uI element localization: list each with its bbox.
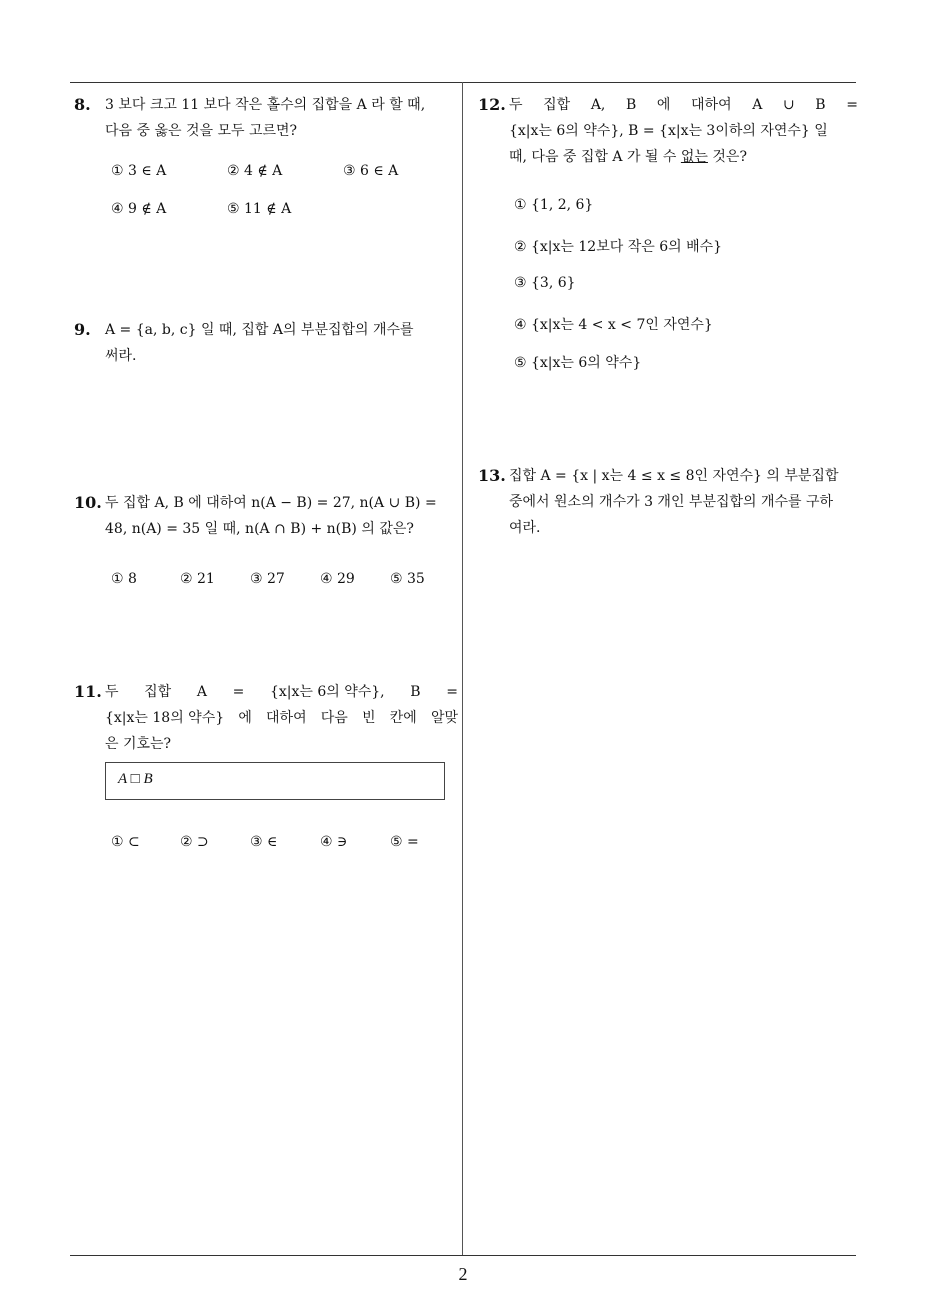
word: B: [815, 97, 826, 113]
problem-13: [478, 463, 862, 541]
word: 에: [238, 710, 252, 726]
choice-5[interactable]: ⑤ 35: [390, 571, 425, 587]
word: 에: [656, 97, 671, 113]
question-text: [509, 92, 858, 118]
text-segment: 때, 다음 중 집합 A 가 될 수: [509, 149, 681, 165]
question-text: 48, n(A) = 35 일 때, n(A ∩ B) + n(B) 의 값은?: [105, 521, 414, 537]
problem-8: [74, 92, 458, 238]
word: 집합: [543, 97, 571, 113]
answer-box: A □ B: [105, 762, 445, 800]
word: B: [625, 97, 637, 113]
choice-5[interactable]: ⑤ 11 ∉ A: [227, 201, 292, 217]
problem-number: 9.: [74, 320, 91, 339]
question-text: 써라.: [105, 348, 137, 364]
text-segment: 것은?: [707, 149, 747, 165]
question-text: A = {a, b, c} 일 때, 집합 A의 부분집합의 개수를: [105, 322, 414, 338]
problem-number: 13.: [478, 466, 506, 485]
problem-number: 12.: [478, 95, 506, 114]
question-text: {x|x는 6의 약수}, B = {x|x는 3이하의 자연수} 일: [509, 123, 828, 139]
choice-2[interactable]: ② 4 ∉ A: [227, 163, 283, 179]
choice-5[interactable]: ⑤ {x|x는 6의 약수}: [514, 355, 642, 371]
question-text: 중에서 원소의 개수가 3 개인 부분집합의 개수를 구하: [509, 494, 834, 510]
choice-4[interactable]: ④ ∋: [320, 834, 348, 850]
choice-3[interactable]: ③ 27: [250, 571, 285, 587]
question-text: [105, 679, 458, 705]
problem-number: 11.: [74, 682, 102, 701]
choice-1[interactable]: ① 3 ∈ A: [111, 163, 167, 179]
word: 집합: [144, 684, 172, 700]
problem-number: 8.: [74, 95, 91, 114]
choice-3[interactable]: ③ 6 ∈ A: [343, 163, 399, 179]
question-text: [509, 144, 858, 170]
page-number: 2: [458, 1264, 468, 1284]
word: =: [232, 684, 245, 700]
choice-list: [105, 566, 458, 596]
word: 두: [509, 97, 523, 113]
word: A: [752, 97, 763, 113]
word: 대하여: [266, 710, 307, 726]
word: {x|x는 6의 약수},: [269, 684, 385, 700]
choice-4[interactable]: ④ 9 ∉ A: [111, 201, 167, 217]
choice-2[interactable]: ② ⊃: [180, 834, 209, 850]
question-text: 두 집합 A, B 에 대하여 n(A − B) = 27, n(A ∪ B) =: [105, 495, 437, 511]
underlined-word: 없는: [680, 149, 708, 165]
problem-10: [74, 490, 458, 596]
word: {x|x는 18의 약수}: [105, 710, 225, 726]
choice-2[interactable]: ② 21: [180, 571, 215, 587]
word: =: [846, 97, 858, 113]
word: 대하여: [691, 97, 732, 113]
word: 알맞: [430, 710, 458, 726]
choice-5[interactable]: ⑤ =: [390, 834, 419, 850]
problem-number: 10.: [74, 493, 102, 512]
column-divider: [462, 82, 463, 1255]
question-text: 3 보다 크고 11 보다 작은 홀수의 집합을 A 라 할 때,: [105, 97, 426, 113]
question-text: [105, 705, 458, 731]
word: 다음: [320, 710, 348, 726]
word: A,: [590, 97, 606, 113]
choice-1[interactable]: ① {1, 2, 6}: [514, 197, 594, 213]
word: 두: [105, 684, 119, 700]
choice-3[interactable]: ③ ∈: [250, 834, 278, 850]
question-text: 다음 중 옳은 것을 모두 고르면?: [105, 123, 298, 139]
word: A: [196, 684, 207, 700]
problem-9: [74, 317, 458, 369]
choice-2[interactable]: ② {x|x는 12보다 작은 6의 배수}: [514, 239, 723, 255]
question-text: 집합 A = {x | x는 4 ≤ x ≤ 8인 자연수} 의 부분집합: [509, 468, 839, 484]
word: ∪: [782, 97, 795, 113]
word: B: [410, 684, 421, 700]
problem-12: [478, 92, 858, 170]
choice-4[interactable]: ④ 29: [320, 571, 355, 587]
question-text: 여라.: [509, 520, 541, 536]
choice-list: [105, 158, 458, 238]
word: =: [446, 684, 458, 700]
word: 칸에: [389, 710, 417, 726]
choice-4[interactable]: ④ {x|x는 4 < x < 7인 자연수}: [514, 317, 713, 333]
top-rule: [70, 82, 856, 83]
choice-1[interactable]: ① ⊂: [111, 834, 140, 850]
choice-1[interactable]: ① 8: [111, 571, 137, 587]
question-text: 은 기호는?: [105, 736, 172, 752]
bottom-rule: [70, 1255, 856, 1256]
problem-11: [74, 679, 458, 757]
word: 빈: [362, 710, 376, 726]
choice-3[interactable]: ③ {3, 6}: [514, 275, 576, 291]
